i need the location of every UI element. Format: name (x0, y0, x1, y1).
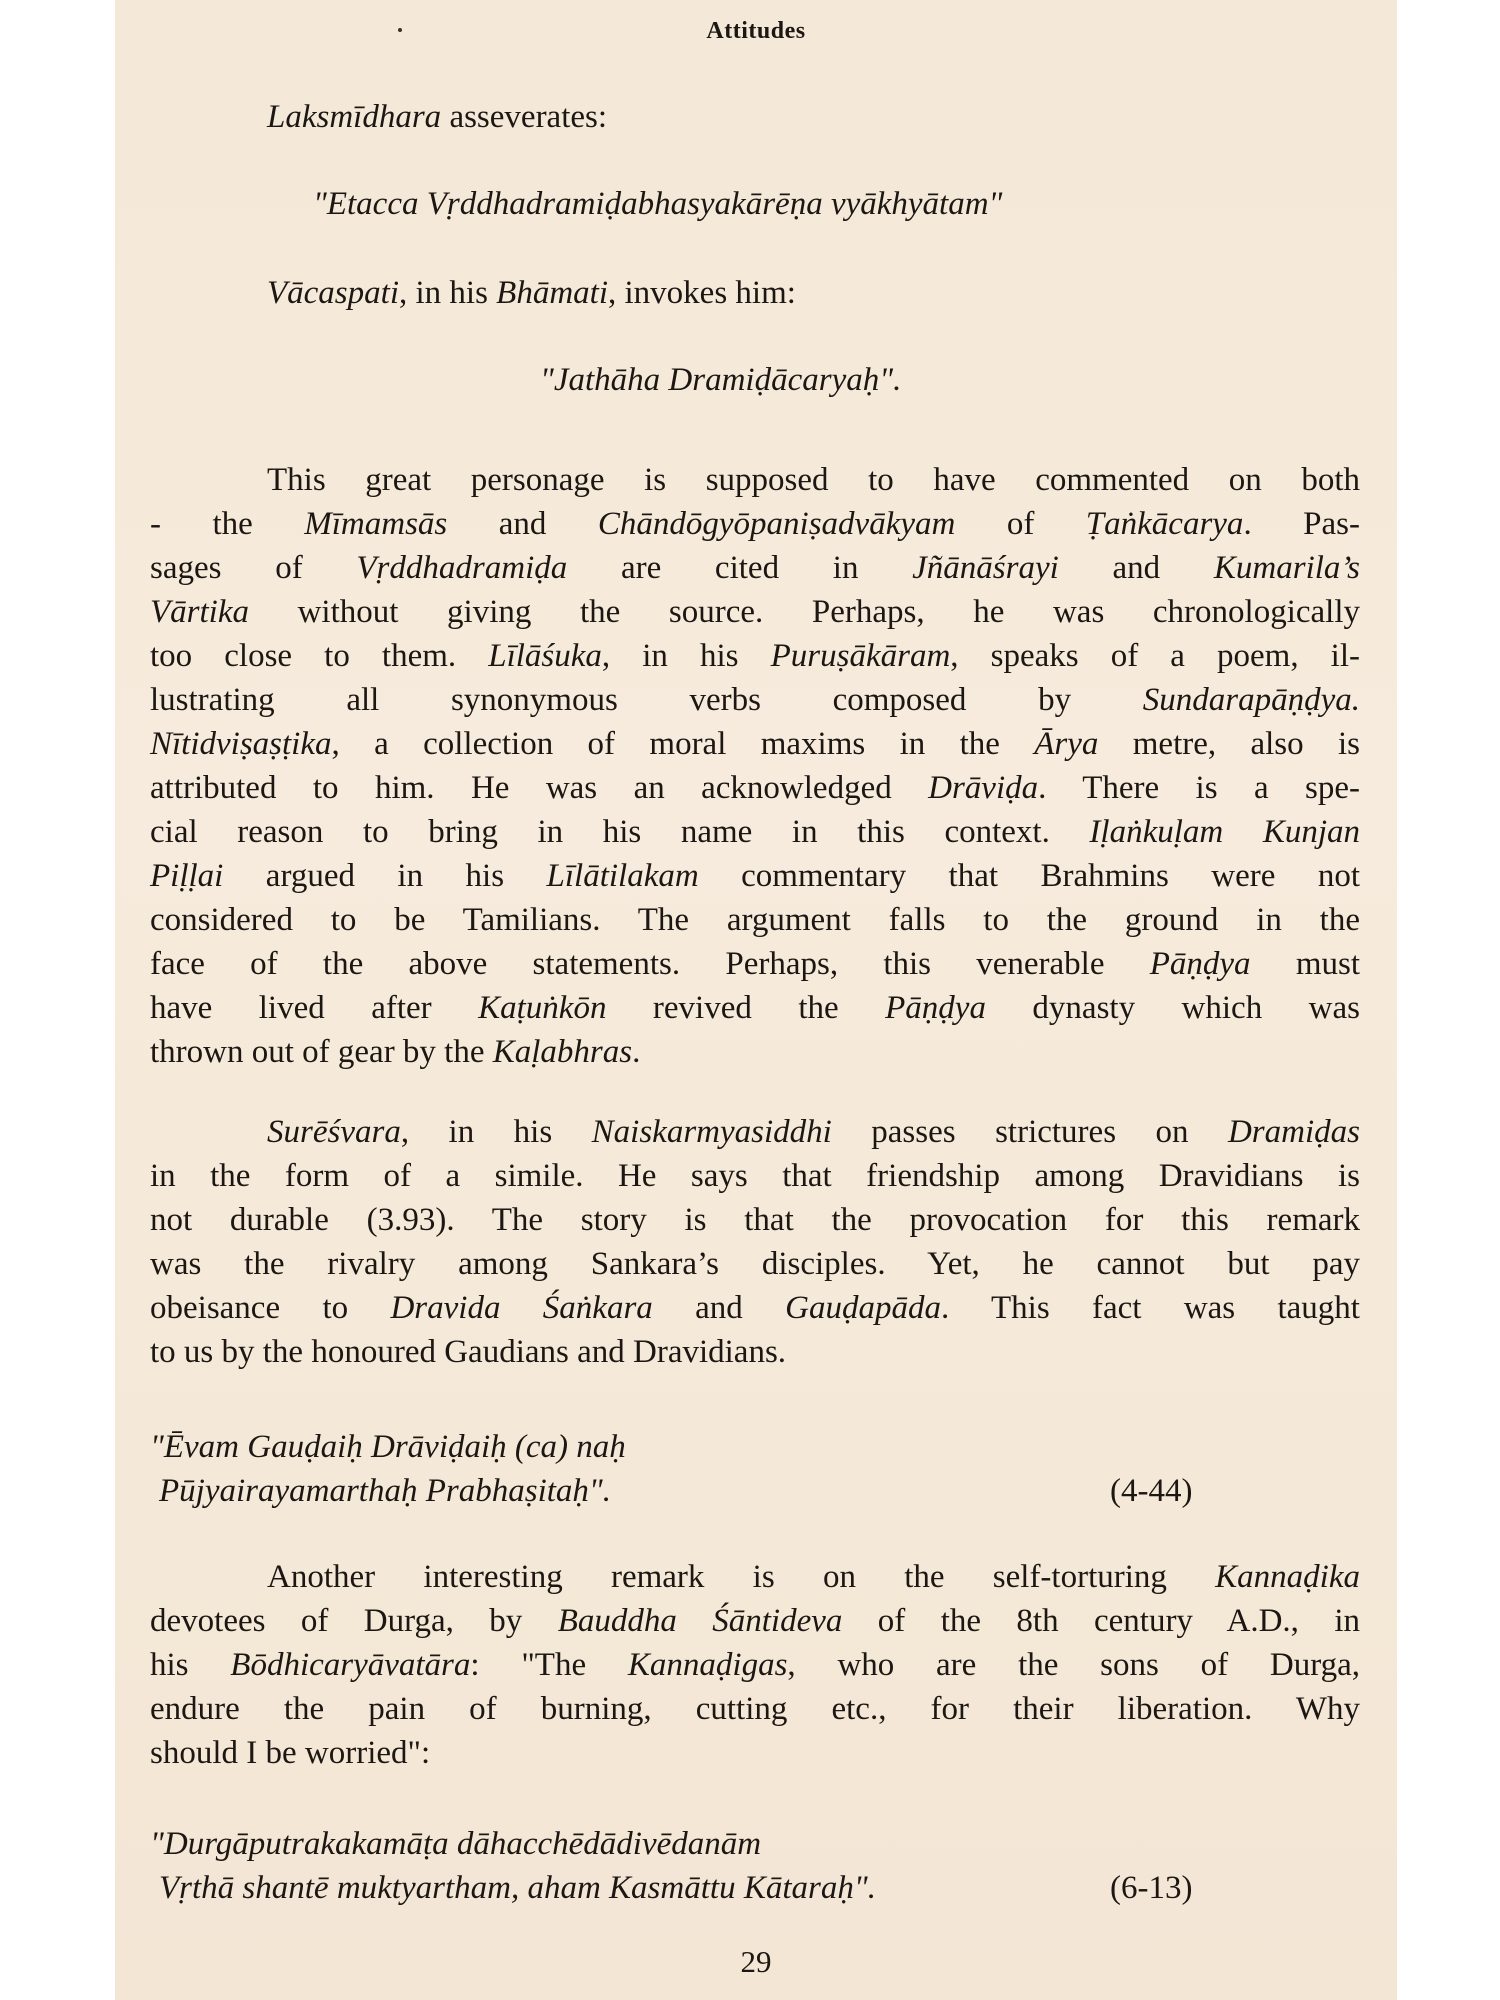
paragraph-line: Another interesting remark is on the self-torturing Kannaḍika (267, 1559, 1360, 1595)
paragraph-line: in the form of a simile. He says that friendship among Dravidians is (150, 1158, 1360, 1194)
paragraph-line: was the rivalry among Sankara’s disciples. Yet, he cannot but pay (150, 1246, 1360, 1282)
paragraph-line: cial reason to bring in his name in this context. Iḷaṅkuḷam Kunjan (150, 814, 1361, 850)
paragraph-line: Piḷḷai argued in his Līlātilakam commentary that Brahmins were not (150, 858, 1360, 894)
verse-quote-line: Pūjyairayamarthaḥ Prabhaṣitaḥ". (159, 1473, 612, 1509)
paragraph-line: attributed to him. He was an acknowledged Drāviḍa. There is a spe- (150, 770, 1360, 806)
paragraph-line: obeisance to Dravida Śaṅkara and Gauḍapāda. This fact was taught (150, 1290, 1360, 1326)
page-number: 29 (740, 1944, 772, 1979)
paragraph-line: - the Mīmamsās and Chāndōgyōpaniṣadvākyam of Ṭaṅkācarya. Pas- (150, 506, 1360, 542)
paragraph-line: Nītidviṣaṣṭika, a collection of moral maxims in the Ārya metre, also is (150, 726, 1360, 762)
book-page (115, 0, 1397, 2000)
paragraph-line: Surēśvara, in his Naiskarmyasiddhi passes strictures on Dramiḍas (267, 1114, 1360, 1150)
intro-line: Vācaspati, in his Bhāmati, invokes him: (267, 275, 796, 311)
paragraph-line: to us by the honoured Gaudians and Dravidians. (150, 1334, 787, 1370)
paragraph-line: considered to be Tamilians. The argument falls to the ground in the (150, 902, 1360, 938)
paragraph-line: have lived after Kaṭuṅkōn revived the Pāṇḍya dynasty which was (150, 990, 1360, 1026)
verse-quote-line: Vṛthā shantē muktyartham, aham Kasmāttu Kātaraḥ". (159, 1870, 876, 1906)
paragraph-line: This great personage is supposed to have commented on both (267, 462, 1360, 498)
paragraph-line: face of the above statements. Perhaps, this venerable Pāṇḍya must (150, 946, 1360, 982)
running-header: Attitudes (706, 18, 806, 44)
verse-quote-line: "Durgāputrakakamāṭa dāhacchēdādivēdanām (150, 1826, 762, 1862)
paragraph-line: not durable (3.93). The story is that the provocation for this remark (150, 1202, 1360, 1238)
intro-quote: "Etacca Vṛddhadramiḍabhasyakārēṇa vyākhyātam" (313, 186, 1003, 222)
paragraph-line: devotees of Durga, by Bauddha Śāntideva of the 8th century A.D., in (150, 1603, 1361, 1639)
intro-quote: "Jathāha Dramiḍācaryaḥ". (540, 362, 902, 398)
intro-line: Laksmīdhara asseverates: (267, 99, 608, 135)
paragraph-line: should I be worried": (150, 1735, 431, 1771)
paragraph-line: too close to them. Līlāśuka, in his Puruṣākāram, speaks of a poem, il- (150, 638, 1360, 674)
paragraph-line: thrown out of gear by the Kaḷabhras. (150, 1034, 641, 1070)
paragraph-line: his Bōdhicaryāvatāra: "The Kannaḍigas, who are the sons of Durga, (150, 1647, 1360, 1683)
verse-reference: (6-13) (1110, 1870, 1193, 1906)
verse-quote-line: "Ēvam Gauḍaiḥ Drāviḍaiḥ (ca) naḥ (150, 1429, 626, 1465)
paragraph-line: lustrating all synonymous verbs composed by Sundarapāṇḍya. (150, 682, 1360, 718)
paragraph-line: endure the pain of burning, cutting etc., for their liberation. Why (150, 1691, 1360, 1727)
paragraph-line: Vārtika without giving the source. Perhaps, he was chronologically (150, 594, 1360, 630)
verse-reference: (4-44) (1110, 1473, 1193, 1509)
paragraph-line: sages of Vṛddhadramiḍa are cited in Jñānāśrayi and Kumarila’s (150, 550, 1360, 586)
